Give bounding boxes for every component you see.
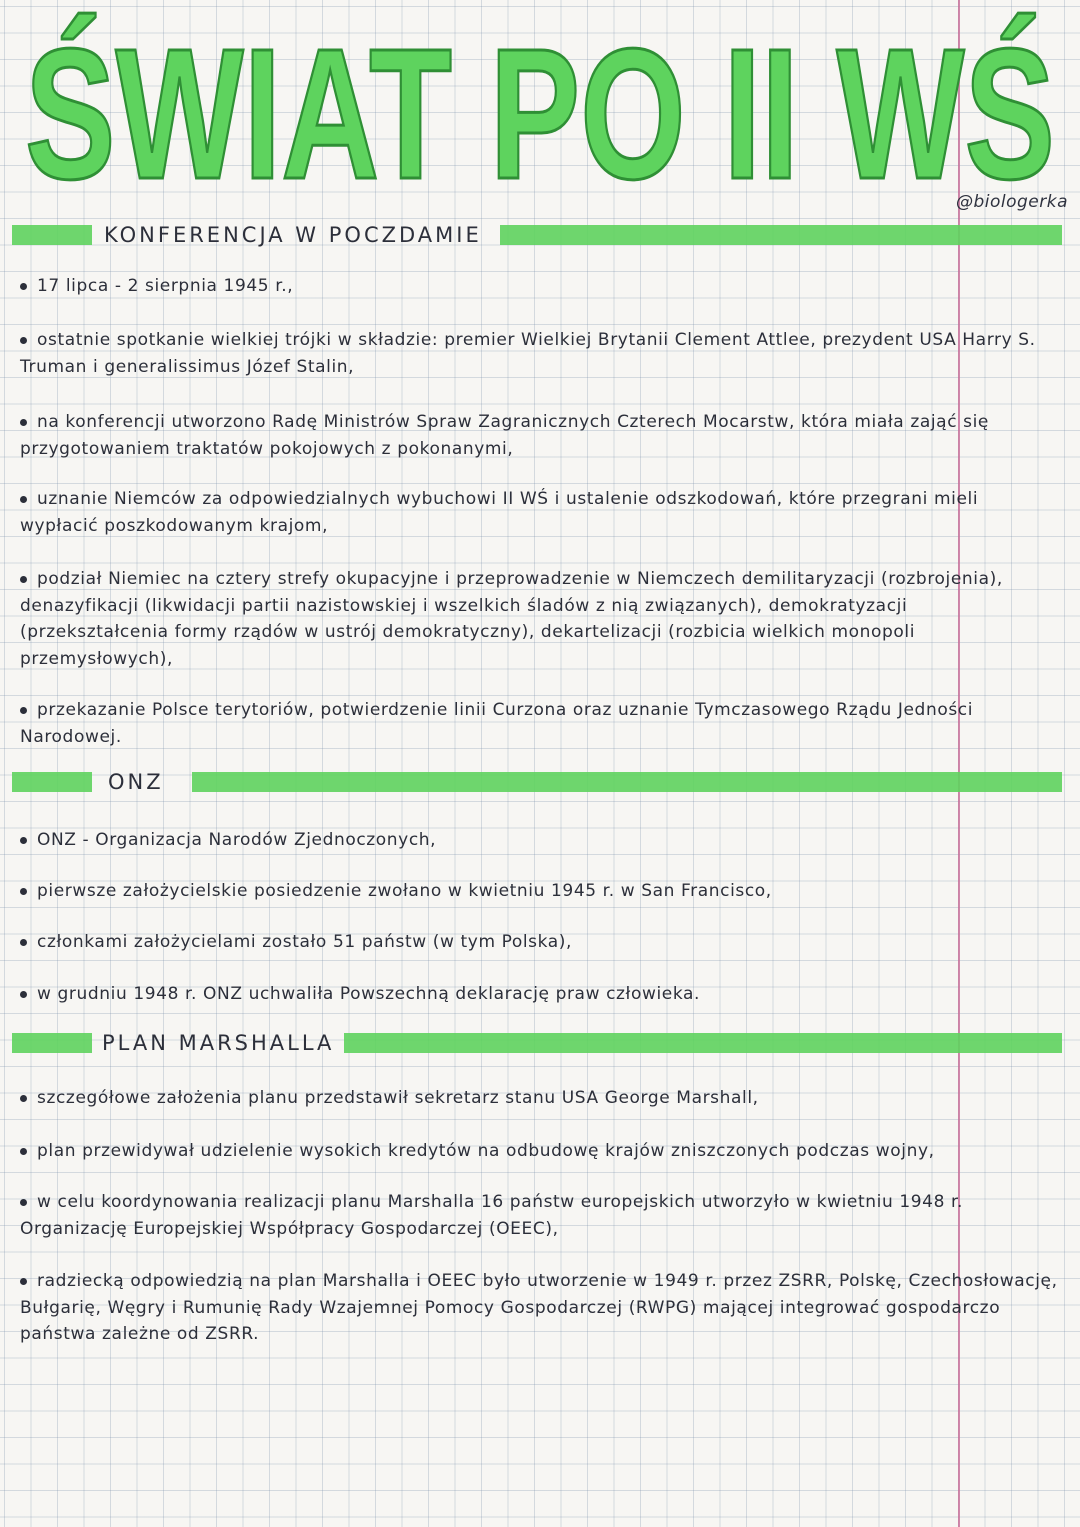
list-item: uznanie Niemców za odpowiedzialnych wybuchowi II WŚ i ustalenie odszkodowań, które przegrani mieli wypłacić poszkodowanym krajom, xyxy=(20,489,979,536)
bullet-dot-icon xyxy=(20,939,27,946)
bullet-dot-icon xyxy=(20,419,27,426)
bullet-dot-icon xyxy=(20,496,27,503)
highlight-band xyxy=(12,772,92,792)
list-item: radziecką odpowiedzią na plan Marshalla i OEEC było utworzenie w 1949 r. przez ZSRR, Polskę, Czechosłowację, Bułgarię, Węgry i Rumunię Rady Wzajemnej Pomocy Gospodarczej (RWPG) mającej integrować gospodarczo państwa zależne od ZSRR. xyxy=(20,1271,1058,1344)
section-heading-poczdam xyxy=(12,222,1062,248)
bullet-dot-icon xyxy=(20,837,27,844)
list-item: ostatnie spotkanie wielkiej trójki w składzie: premier Wielkiej Brytanii Clement Attlee, prezydent USA Harry S. Truman i generalissimus Józef Stalin, xyxy=(20,330,1036,377)
highlight-band xyxy=(12,1033,92,1053)
list-item: w grudniu 1948 r. ONZ uchwaliła Powszechną deklarację praw człowieka. xyxy=(20,981,1060,1008)
bullet-dot-icon xyxy=(20,337,27,344)
section-heading-label: KONFERENCJA W POCZDAMIE xyxy=(104,223,482,247)
bullet-dot-icon xyxy=(20,1199,27,1206)
page-title xyxy=(0,0,1080,200)
list-item: pierwsze założycielskie posiedzenie zwołano w kwietniu 1945 r. w San Francisco, xyxy=(20,878,1060,905)
bullet-dot-icon xyxy=(20,576,27,583)
bullet-dot-icon xyxy=(20,1278,27,1285)
highlight-band xyxy=(192,772,1062,792)
bullet-dot-icon xyxy=(20,991,27,998)
highlight-band xyxy=(12,225,92,245)
list-item: przekazanie Polsce terytoriów, potwierdzenie linii Curzona oraz uznanie Tymczasowego Rządu Jedności Narodowej. xyxy=(20,700,974,747)
section-heading-label: PLAN MARSHALLA xyxy=(102,1031,335,1055)
highlight-band xyxy=(500,225,1062,245)
author-handle: @biologerka xyxy=(955,192,1068,212)
section-heading-label: ONZ xyxy=(108,770,164,794)
list-item: na konferencji utworzono Radę Ministrów Spraw Zagranicznych Czterech Mocarstw, która miała zająć się przygotowaniem traktatów pokojowych z pokonanymi, xyxy=(20,412,989,459)
list-item: podział Niemiec na cztery strefy okupacyjne i przeprowadzenie w Niemczech demilitaryzacji (rozbrojenia), denazyfikacji (likwidacji partii nazistowskiej i wszelkich śladów z nią związanych), demokratyzacji (przekształcenia formy rządów w ustrój demokratyczny), dekartelizacji (rozbicia wielkich monopoli przemysłowych), xyxy=(20,569,1003,669)
section-heading-marshall xyxy=(12,1030,1062,1056)
list-item: plan przewidywał udzielenie wysokich kredytów na odbudowę krajów zniszczonych podczas wojny, xyxy=(20,1138,1060,1165)
bullet-dot-icon xyxy=(20,888,27,895)
list-item: w celu koordynowania realizacji planu Marshalla 16 państw europejskich utworzyło w kwietniu 1948 r. Organizację Europejskiej Współpracy Gospodarczej (OEEC), xyxy=(20,1192,964,1239)
bullet-dot-icon xyxy=(20,1148,27,1155)
list-item: 17 lipca - 2 sierpnia 1945 r., xyxy=(20,273,1060,300)
section-heading-onz xyxy=(12,769,1062,795)
list-item: szczegółowe założenia planu przedstawił sekretarz stanu USA George Marshall, xyxy=(20,1085,1060,1112)
list-item: ONZ - Organizacja Narodów Zjednoczonych, xyxy=(20,827,1060,854)
list-item: członkami założycielami zostało 51 państw (w tym Polska), xyxy=(20,929,1060,956)
bullet-dot-icon xyxy=(20,1095,27,1102)
page-title-text: ŚWIAT PO II WŚ xyxy=(25,11,1055,200)
bullet-dot-icon xyxy=(20,707,27,714)
highlight-band xyxy=(344,1033,1062,1053)
bullet-dot-icon xyxy=(20,283,27,290)
